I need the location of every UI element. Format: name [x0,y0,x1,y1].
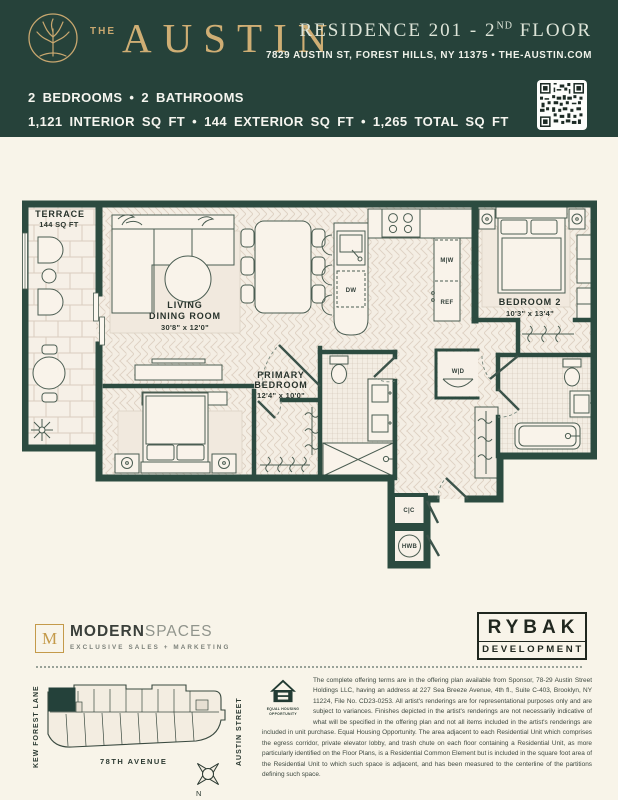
ref-label: REF [440,300,454,306]
residence-title: RESIDENCE 201 - 2ND FLOOR [299,20,592,41]
spaces-text: SPACES [144,623,213,640]
stove [382,209,420,237]
rybak-logo [477,612,587,660]
mw-label: M|W [440,258,454,264]
modern-spaces-mark: M [35,624,64,653]
stats-rooms: 2 BEDROOMS • 2 BATHROOMS [28,90,244,105]
site-plan [28,676,256,798]
legal-block [262,676,592,781]
modern-spaces-tagline: EXCLUSIVE SALES + MARKETING [70,643,231,651]
primary-label-2: BEDROOM [254,380,308,390]
unit-highlight [49,688,75,711]
bedroom2-dims: 10'3" x 13'4" [506,309,554,318]
toilet-bath2 [563,359,581,386]
primary-bed [141,393,210,473]
unit-stats [28,86,509,134]
primary-dims: 12'4" x 10'0" [257,391,305,400]
header-band [0,0,618,137]
double-vanity [368,379,393,441]
brand-name: AUSTIN [122,14,339,61]
street-left: KEW FOREST LANE [33,685,40,768]
living-label-2: DINING ROOM [149,311,221,321]
brand-the: THE [90,25,116,37]
slider-panel [100,317,105,345]
bedroom2-label: BEDROOM 2 [498,297,562,307]
bed2 [496,207,567,293]
modern-spaces-logo [35,624,230,653]
legal-text: The complete offering terms are in the offering plan available from Sponsor, 78-29 Austin Street Holdings LLC, having an address at 227 Sea Breeze Avenue, 4th fl., Suite C-403, Brooklyn, NY 11224, File No. CD23-0253. All artist's renderings are for representational purposes only and are subject to variances. Finishes depicted in the artist's renderings are not necessarily indicative of what will be specified in the offering plan and not all items included in the artist's renderings are included in unit purchase. Equal Housing Opportunity. The area adjacent to each Residential Unit which comprises the egress corridor, private elevator lobby, and trash chute on each floor containing a Residential Unit, as more particularly identified on the Floor Plans, is a Residential Common Element but is included in the square foot area of the Residential Unit to which such space is adjacent, and has been measured to the centerline of the partitions defining such space. [262,677,592,779]
slider-panel [94,293,99,321]
compass-n: N [196,789,202,798]
dining-table [241,221,325,313]
shower [323,443,393,476]
plant [31,419,53,441]
terrace-floor [25,204,96,448]
floor-plan [22,193,597,569]
sink-bath2 [570,391,593,417]
tree-logo-icon [26,11,80,65]
rybak-name: RYBAK [487,617,580,638]
stats-sqft: 1,121 INTERIOR SQ FT • 144 EXTERIOR SQ FT • 1,265 TOTAL SQ FT [28,114,509,130]
equal-housing-logo [262,677,304,716]
dotted-divider [36,666,582,668]
title-block [266,20,592,61]
terrace-sqft: 144 SQ FT [39,220,79,229]
hwb-label: HWB [401,544,418,550]
wd-label: W|D [451,369,465,375]
eho-caption-2: OPPORTUNITY [269,711,297,716]
primary-label-1: PRIMARY [257,370,305,380]
qr-code [537,80,587,130]
street-bottom: 78TH AVENUE [100,757,168,766]
street-right: AUSTIN STREET [236,697,243,766]
living-dims: 30'8" x 12'0" [161,323,209,332]
coffee-table [165,256,211,302]
living-label-1: LIVING [167,300,203,310]
rybak-sub: DEVELOPMENT [479,641,585,658]
toilet-primary [330,356,348,384]
kitchen-island [334,223,368,335]
dw-label: DW [345,288,357,294]
modern-text: MODERN [70,623,145,640]
cc-label: C|C [403,508,415,514]
terrace-label: TERRACE [35,209,85,219]
compass-icon [187,753,229,798]
address-line: 7829 AUSTIN ST, FOREST HILLS, NY 11375 • THE-AUSTIN.COM [265,50,592,61]
bathtub [515,423,580,449]
eho-caption-1: EQUAL HOUSING [266,707,300,712]
